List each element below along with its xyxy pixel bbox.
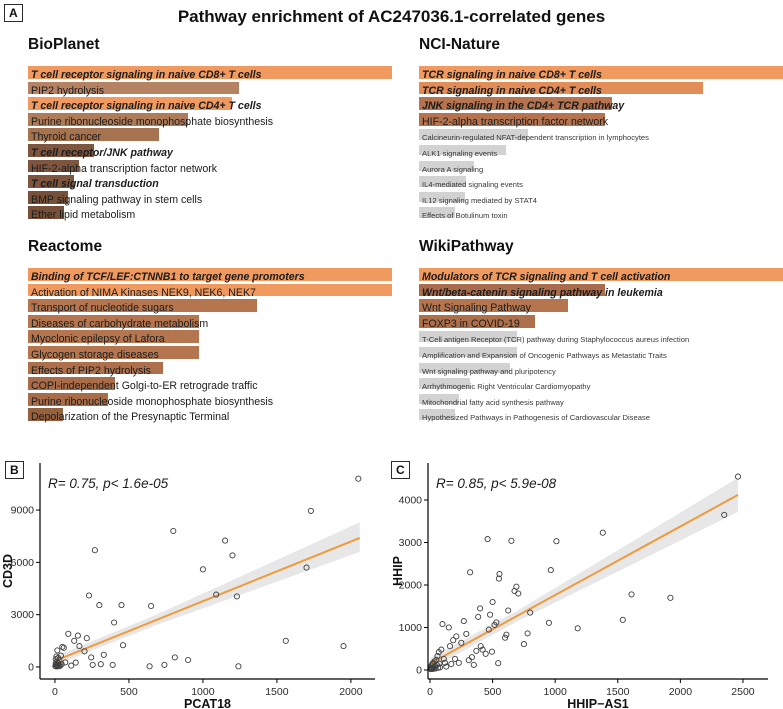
pathway-label: Depolarization of the Presynaptic Terminal	[31, 411, 230, 424]
data-point	[488, 612, 493, 617]
data-point	[468, 570, 473, 575]
pathway-bar-row	[419, 345, 783, 361]
data-point	[466, 658, 471, 663]
y-tick-label: 1000	[398, 621, 422, 634]
data-point	[509, 538, 514, 543]
pathway-bar-row	[419, 283, 783, 299]
pathway-label: Aurora A signaling	[422, 164, 484, 174]
pathway-bar-row	[419, 143, 783, 159]
pathway-bar-row	[419, 112, 783, 128]
y-tick-label: 3000	[10, 609, 34, 622]
data-point	[73, 660, 78, 665]
bar-list-bioplanet	[28, 65, 392, 221]
pathway-bar-row	[419, 127, 783, 143]
data-point	[446, 625, 451, 630]
pathway-bar-row	[28, 345, 392, 361]
data-point	[72, 638, 77, 643]
data-point	[92, 548, 97, 553]
data-point	[620, 617, 625, 622]
pathway-bar-row	[28, 392, 392, 408]
data-point	[478, 606, 483, 611]
pathway-bar-row	[28, 65, 392, 81]
panel-label-c: C	[391, 461, 410, 479]
data-point	[575, 626, 580, 631]
data-point	[90, 662, 95, 667]
data-point	[469, 655, 474, 660]
data-point	[474, 648, 479, 653]
data-point	[230, 553, 235, 558]
pathway-bar-row	[419, 298, 783, 314]
pathway-label: Activation of NIMA Kinases NEK9, NEK6, NEK7	[31, 286, 256, 299]
pathway-label: T-Cell antigen Receptor (TCR) pathway during Staphylococcus aureus infection	[422, 335, 690, 345]
section-title-nci-nature: NCI-Nature	[419, 36, 500, 53]
data-point	[119, 603, 124, 608]
pathway-label: Ether lipid metabolism	[31, 209, 136, 222]
section-wikipathway	[419, 238, 783, 423]
confidence-band	[55, 522, 360, 665]
scatter-plot-hhip-vs-hhip-as1	[390, 455, 783, 709]
pathway-bar-row	[419, 81, 783, 97]
x-tick-label: 0	[427, 686, 433, 698]
data-point	[110, 662, 115, 667]
pathway-bar-row	[28, 314, 392, 330]
pathway-bar-row	[419, 407, 783, 423]
correlation-annotation: R= 0.85, p< 5.9e-08	[436, 476, 557, 491]
pathway-label: Purine ribonucleoside monophosphate biosynthesis	[31, 115, 274, 128]
pathway-bar-row	[419, 392, 783, 408]
pathway-bar-row	[28, 159, 392, 175]
pathway-label: TCR signaling in naive CD4+ T cells	[422, 84, 602, 97]
data-point	[516, 591, 521, 596]
pathway-bar-row	[419, 361, 783, 377]
pathway-bar-row	[28, 96, 392, 112]
pathway-bar-row	[419, 159, 783, 175]
pathway-bar-row	[28, 127, 392, 143]
pathway-bar-row	[28, 190, 392, 206]
data-point	[546, 620, 551, 625]
data-point	[464, 631, 469, 636]
data-point	[66, 631, 71, 636]
pathway-label: PIP2 hydrolysis	[31, 84, 105, 97]
pathway-bar-row	[419, 314, 783, 330]
data-point	[98, 662, 103, 667]
pathway-bar-row	[28, 174, 392, 190]
data-point	[84, 636, 89, 641]
y-tick-label: 0	[28, 661, 34, 674]
pathway-label: Effects of PIP2 hydrolysis	[31, 364, 151, 377]
y-tick-label: 6000	[10, 556, 34, 569]
bar-list-wikipathway	[419, 267, 783, 423]
pathway-label: FOXP3 in COVID-19	[422, 317, 520, 330]
data-point	[490, 599, 495, 604]
bar-list-reactome	[28, 267, 392, 423]
pathway-label: IL4-mediated signaling events	[422, 180, 523, 190]
data-point	[485, 537, 490, 542]
x-tick-label: 2000	[668, 686, 693, 698]
section-bioplanet	[28, 36, 392, 221]
x-tick-label: 1000	[191, 686, 215, 698]
x-tick-label: 1000	[543, 686, 567, 698]
x-tick-label: 1500	[265, 686, 289, 698]
data-point	[171, 528, 176, 533]
data-point	[449, 661, 454, 666]
pathway-bar-row	[28, 329, 392, 345]
data-point	[454, 634, 459, 639]
data-point	[506, 608, 511, 613]
panel-label-a: A	[4, 4, 23, 22]
x-tick-label: 0	[52, 686, 58, 698]
pathway-label: Effects of Botulinum toxin	[422, 211, 508, 221]
pathway-bar-row	[28, 112, 392, 128]
x-tick-label: 500	[483, 686, 502, 698]
pathway-bar-row	[28, 267, 392, 283]
pathway-bar-row	[419, 96, 783, 112]
x-tick-label: 1500	[606, 686, 630, 698]
data-point	[75, 633, 80, 638]
pathway-bar-row	[419, 174, 783, 190]
pathway-bar-row	[419, 267, 783, 283]
data-point	[112, 620, 117, 625]
x-tick-label: 2000	[339, 686, 363, 698]
data-point	[172, 655, 177, 660]
data-point	[496, 661, 501, 666]
figure-title: Pathway enrichment of AC247036.1-correlated genes	[177, 7, 606, 26]
pathway-bar-row	[28, 205, 392, 221]
data-point	[283, 638, 288, 643]
data-point	[461, 619, 466, 624]
x-axis-title: HHIP−AS1	[567, 697, 629, 709]
pathway-label: COPI-independent Golgi-to-ER retrograde traffic	[31, 380, 258, 393]
pathway-bar-row	[28, 143, 392, 159]
pathway-label: T cell receptor signaling in naive CD8+ T cells	[31, 69, 262, 81]
data-point	[476, 614, 481, 619]
data-point	[521, 642, 526, 647]
pathway-bar-row	[419, 205, 783, 221]
data-point	[735, 474, 740, 479]
pathway-label: Glycogen storage diseases	[31, 348, 159, 361]
pathway-bar-row	[28, 81, 392, 97]
pathway-bar-row	[28, 298, 392, 314]
data-point	[186, 657, 191, 662]
data-point	[456, 660, 461, 665]
y-tick-label: 4000	[398, 494, 422, 507]
pathway-label: Diseases of carbohydrate metabolism	[31, 317, 209, 330]
y-tick-label: 2000	[398, 579, 422, 592]
pathway-label: Hypothesized Pathways in Pathogenesis of Cardiovascular Disease	[422, 413, 650, 423]
x-tick-label: 2500	[731, 686, 755, 698]
data-point	[89, 655, 94, 660]
data-point	[120, 643, 125, 648]
data-point	[101, 652, 106, 657]
data-point	[200, 567, 205, 572]
pathway-label: Amplification and Expansion of Oncogenic Pathways as Metastatic Traits	[422, 350, 667, 360]
pathway-label: TCR signaling in naive CD8+ T cells	[422, 69, 602, 81]
data-point	[149, 603, 154, 608]
data-point	[356, 476, 361, 481]
pathway-label: Wnt Signaling Pathway	[422, 302, 531, 315]
y-tick-label: 9000	[10, 504, 34, 517]
pathway-bar-row	[419, 65, 783, 81]
pathway-bar-row	[419, 190, 783, 206]
pathway-label: Calcineurin-regulated NFAT-dependent transcription in lymphocytes	[422, 133, 649, 143]
pathway-bar-row	[419, 376, 783, 392]
pathway-bar-row	[28, 376, 392, 392]
pathway-label: Thyroid cancer	[31, 131, 102, 144]
pathway-label: HIF-2-alpha transcription factor network	[31, 162, 218, 175]
data-point	[61, 645, 66, 650]
section-title-wikipathway: WikiPathway	[419, 238, 514, 255]
data-point	[629, 592, 634, 597]
pathway-bar-row	[28, 361, 392, 377]
data-point	[600, 530, 605, 535]
y-axis-title: CD3D	[1, 553, 15, 589]
pathway-label: IL12 signaling mediated by STAT4	[422, 195, 537, 205]
data-point	[548, 568, 553, 573]
section-title-bioplanet: BioPlanet	[28, 36, 100, 53]
data-point	[97, 603, 102, 608]
data-point	[483, 651, 488, 656]
pathway-label: Wnt/beta-catenin signaling pathway in leukemia	[422, 286, 663, 299]
x-tick-label: 500	[120, 686, 138, 698]
data-point	[668, 595, 673, 600]
pathway-label: Transport of nucleotide sugars	[31, 302, 174, 315]
pathway-label: JNK signaling in the CD4+ TCR pathway	[422, 100, 625, 113]
data-point	[440, 622, 445, 627]
data-point	[236, 664, 241, 669]
pathway-bar-row	[28, 283, 392, 299]
data-point	[341, 644, 346, 649]
pathway-label: Mitochondrial fatty acid synthesis pathway	[422, 397, 564, 407]
data-point	[525, 631, 530, 636]
confidence-band	[430, 478, 738, 669]
pathway-bar-row	[419, 329, 783, 345]
pathway-label: Wnt signaling pathway and pluripotency	[422, 366, 556, 376]
pathway-label: T cell receptor signaling in naive CD4+ T cells	[31, 100, 262, 113]
data-point	[162, 662, 167, 667]
correlation-annotation: R= 0.75, p< 1.6e-05	[48, 476, 169, 491]
scatter-plot-cd3d-vs-pcat18	[0, 455, 390, 709]
pathway-label: Purine ribonucleoside monophosphate biosynthesis	[31, 395, 274, 408]
pathway-label: BMP signaling pathway in stem cells	[31, 193, 203, 206]
data-point	[55, 648, 60, 653]
pathway-label: T cell signal transduction	[31, 178, 159, 191]
section-nci-nature	[419, 36, 783, 221]
pathway-label: Modulators of TCR signaling and T cell activation	[422, 271, 671, 283]
y-axis-title: HHIP	[391, 556, 405, 586]
panel-label-b: B	[5, 461, 24, 479]
pathway-label: ALK1 signaling events	[422, 148, 498, 158]
y-tick-label: 0	[416, 664, 422, 677]
pathway-label: HIF-2-alpha transcription factor network	[422, 115, 609, 128]
regression-line	[430, 495, 738, 664]
regression-line	[55, 538, 360, 661]
section-title-reactome: Reactome	[28, 238, 103, 255]
pathway-label: Myoclonic epilepsy of Lafora	[31, 333, 165, 346]
pathway-label: Binding of TCF/LEF:CTNNB1 to target gene promoters	[31, 271, 305, 283]
bar-list-nci-nature	[419, 65, 783, 221]
section-reactome	[28, 238, 392, 423]
data-point	[147, 664, 152, 669]
x-axis-title: PCAT18	[183, 697, 232, 709]
data-point	[471, 662, 476, 667]
data-point	[308, 508, 313, 513]
data-point	[554, 539, 559, 544]
y-tick-label: 3000	[398, 537, 422, 550]
pathway-bar-row	[28, 407, 392, 423]
data-point	[223, 538, 228, 543]
pathway-label: Arrhythmogenic Right Ventricular Cardiomyopathy	[422, 382, 591, 392]
data-point	[489, 649, 494, 654]
data-point	[514, 584, 519, 589]
pathway-label: T cell receptor/JNK pathway	[31, 146, 173, 159]
data-point	[86, 593, 91, 598]
